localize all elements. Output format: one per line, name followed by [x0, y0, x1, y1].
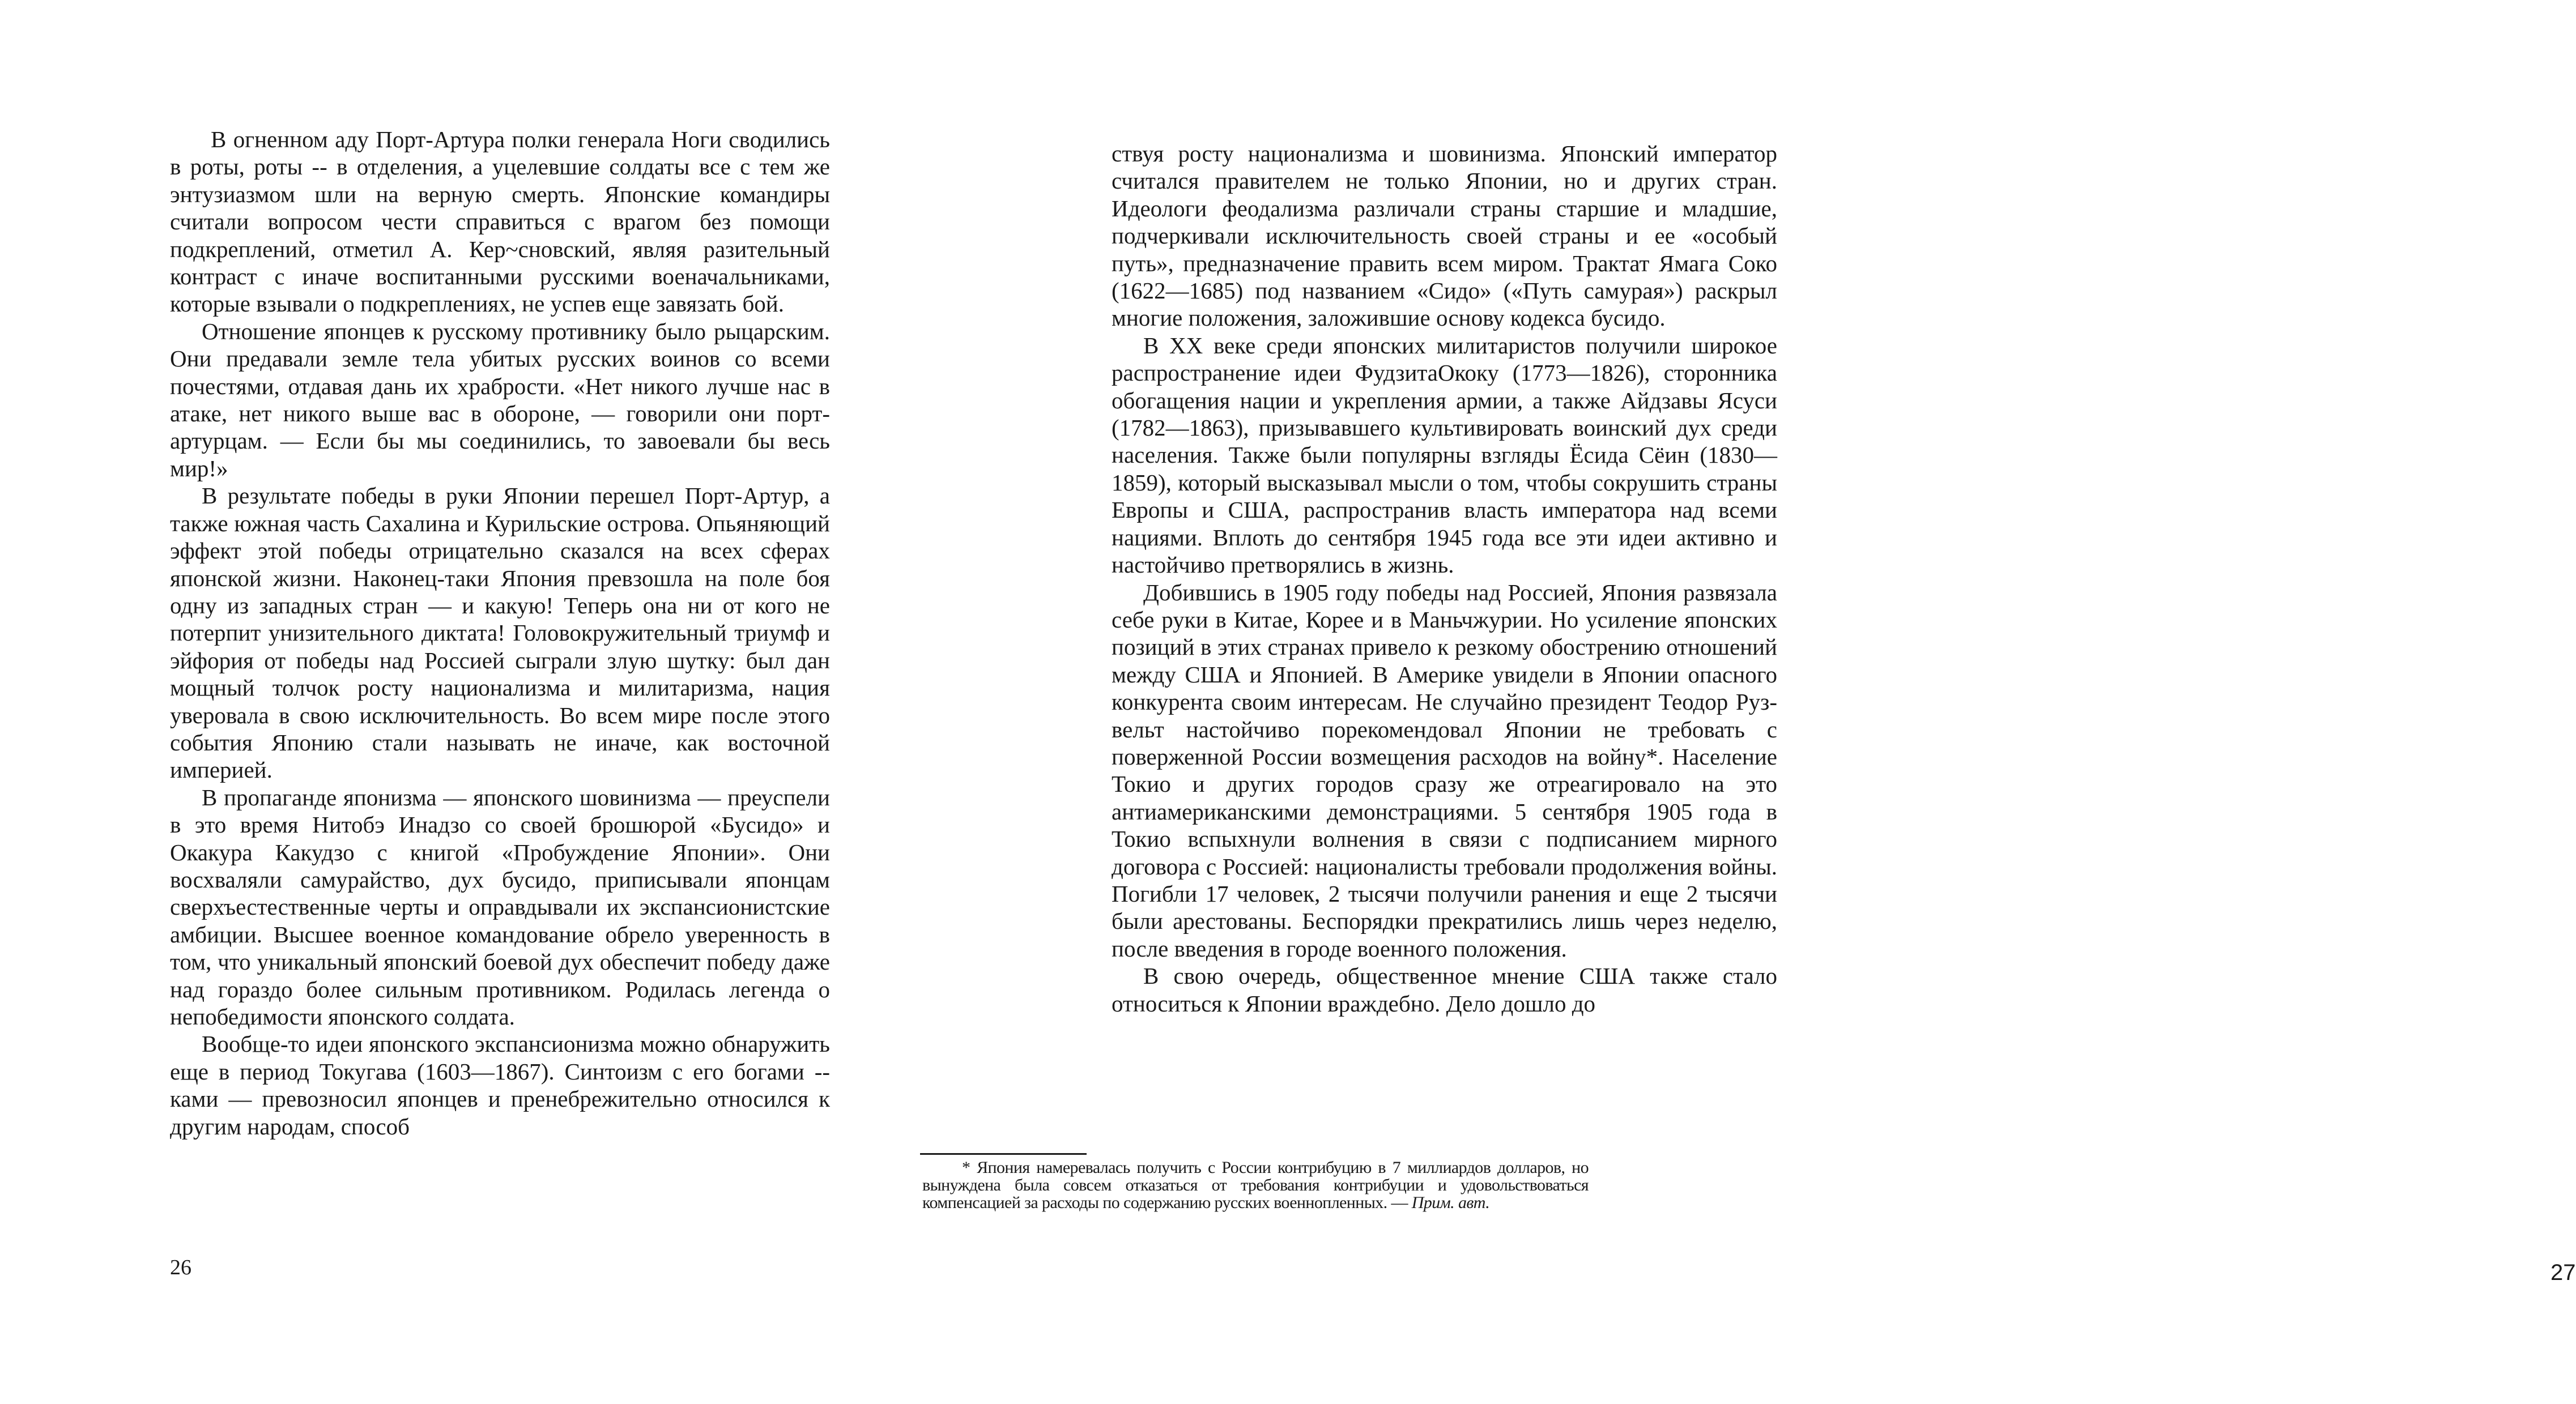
paragraph: В свою очередь, общественное мнение США также стало относиться к Японии враждебно. Дело дошло до [1112, 963, 1777, 1017]
right-page-text-column [1112, 140, 1777, 1017]
paragraph: Вообще-то идеи японского экспансионизма можно обнаружить еще в период Токугава (1603—1867). Синтоизм с его богами -- ками — превозносил японцев и пренебрежительно относился к другим народам, способ [170, 1031, 830, 1140]
left-page-text-column [170, 126, 830, 1140]
footnote-attribution: Прим. авт. [1411, 1193, 1490, 1212]
footnote [922, 1159, 1589, 1211]
left-page [0, 0, 994, 1404]
paragraph: Отношение японцев к русскому противнику было рыцарским. Они предавали земле тела убитых русских воинов со всеми почестями, отдавая дань их храбрости. «Нет никого лучше нас в атаке, нет никого выше вас в обороне, — говорили они порт-артурцам. — Если бы мы соединились, то завоевали бы весь мир!» [170, 318, 830, 481]
footnote-text: * Япония намеревалась получить с России контрибуцию в 7 миллиардов долларов, но вынуждена была совсем отказаться от требования контрибуции и удовольствоваться компенсацией за расходы по содержанию русских военнопленных. — [922, 1158, 1589, 1212]
paragraph: ствуя росту национализма и шовинизма. Японский император считался правителем не только Японии, но и других стран. Идеологи феодализма различали страны старшие и младшие, подчеркивали исключительность своей страны и ее «особый путь», предназначение править всем миром. Трактат Ямага Соко (1622—1685) под названием «Сидо» («Путь самурая») раскрыл многие положения, заложившие основу кодекса бусидо. [1112, 140, 1777, 331]
paragraph: В XX веке среди японских милитаристов получили широкое распространение идеи ФудзитаОкоку (1773—1826), сторонника обогащения нации и укрепления армии, а также Айдзавы Ясуси (1782—1863), призывавшего культивировать воинский дух среди населения. Также были популярны взгляды Ёсида Сёин (1830—1859), который высказывал мысли о том, чтобы сокрушить страны Европы и США, распространив власть императора над всеми нациями. Вплоть до сентября 1945 года все эти идеи активно и настойчиво претворялись в жизнь. [1112, 332, 1777, 578]
paragraph: В пропаганде японизма — японского шовинизма — преуспели в это время Нитобэ Инадзо со своей брошюрой «Бусидо» и Окакура Какудзо с книгой «Пробуждение Японии». Они восхваляли самурайство, дух бусидо, приписывали японцам сверхъестественные черты и оправдывали их экспансионистские амбиции. Высшее военное командование обрело уверенность в том, что уникальный японский боевой дух обеспечит победу даже над гораздо более сильным противником. Родилась легенда о непобедимости японского солдата. [170, 784, 830, 1030]
paragraph: Добившись в 1905 году победы над Россией, Япония развязала себе руки в Китае, Корее и в Маньчжурии. Но усиление японских позиций в этих странах привело к резкому обострению отношений между США и Японией. В Америке увидели в Японии опасного конкурента своим интересам. Не случайно президент Теодор Рузвельт настойчиво порекомендовал Японии не требовать с поверженной России возмещения расходов на войну*. Население Токио и других городов сразу же отреагировало на это антиамериканскими демонстрациями. 5 сентября 1905 года в Токио вспыхнули волнения в связи с подписанием мирного договора с Россией: националисты требовали продолжения войны. Погибли 17 человек, 2 тысячи получили ранения и еще 2 тысячи были арестованы. Беспорядки прекратились лишь через неделю, после введения в городе военного положения. [1112, 579, 1777, 962]
paragraph: В результате победы в руки Японии перешел Порт-Артур, а также южная часть Сахалина и Курильские острова. Опьяняющий эффект этой победы отрицательно сказался на всех сферах японской жизни. Наконец-таки Япония превзошла на поле боя одну из западных стран — и какую! Теперь она ни от кого не потерпит унизительного диктата! Головокружительный триумф и эйфория от победы над Россией сыграли злую шутку: был дан мощный толчок росту национализма и милитаризма, нация уверовала в свою исключительность. Во всем мире после этого события Японию стали называть не иначе, как восточной империей. [170, 483, 830, 783]
page-number-left: 26 [170, 1256, 191, 1279]
footnote-divider [920, 1153, 1087, 1155]
paragraph: В огненном аду Порт-Артура полки генерала Ноги сводились в роты, роты -- в отделения, а уцелевшие солдаты все с тем же энтузиазмом шли на верную смерть. Японские командиры считали вопросом чести справиться с врагом без помощи подкреплений, отметил А. Кер~сновский, являя разительный контраст с иначе воспитанными русскими военачальниками, которые взывали о подкреплениях, не успев еще завязать бой. [170, 126, 830, 317]
page-number-right: 27 [2551, 1260, 2576, 1285]
